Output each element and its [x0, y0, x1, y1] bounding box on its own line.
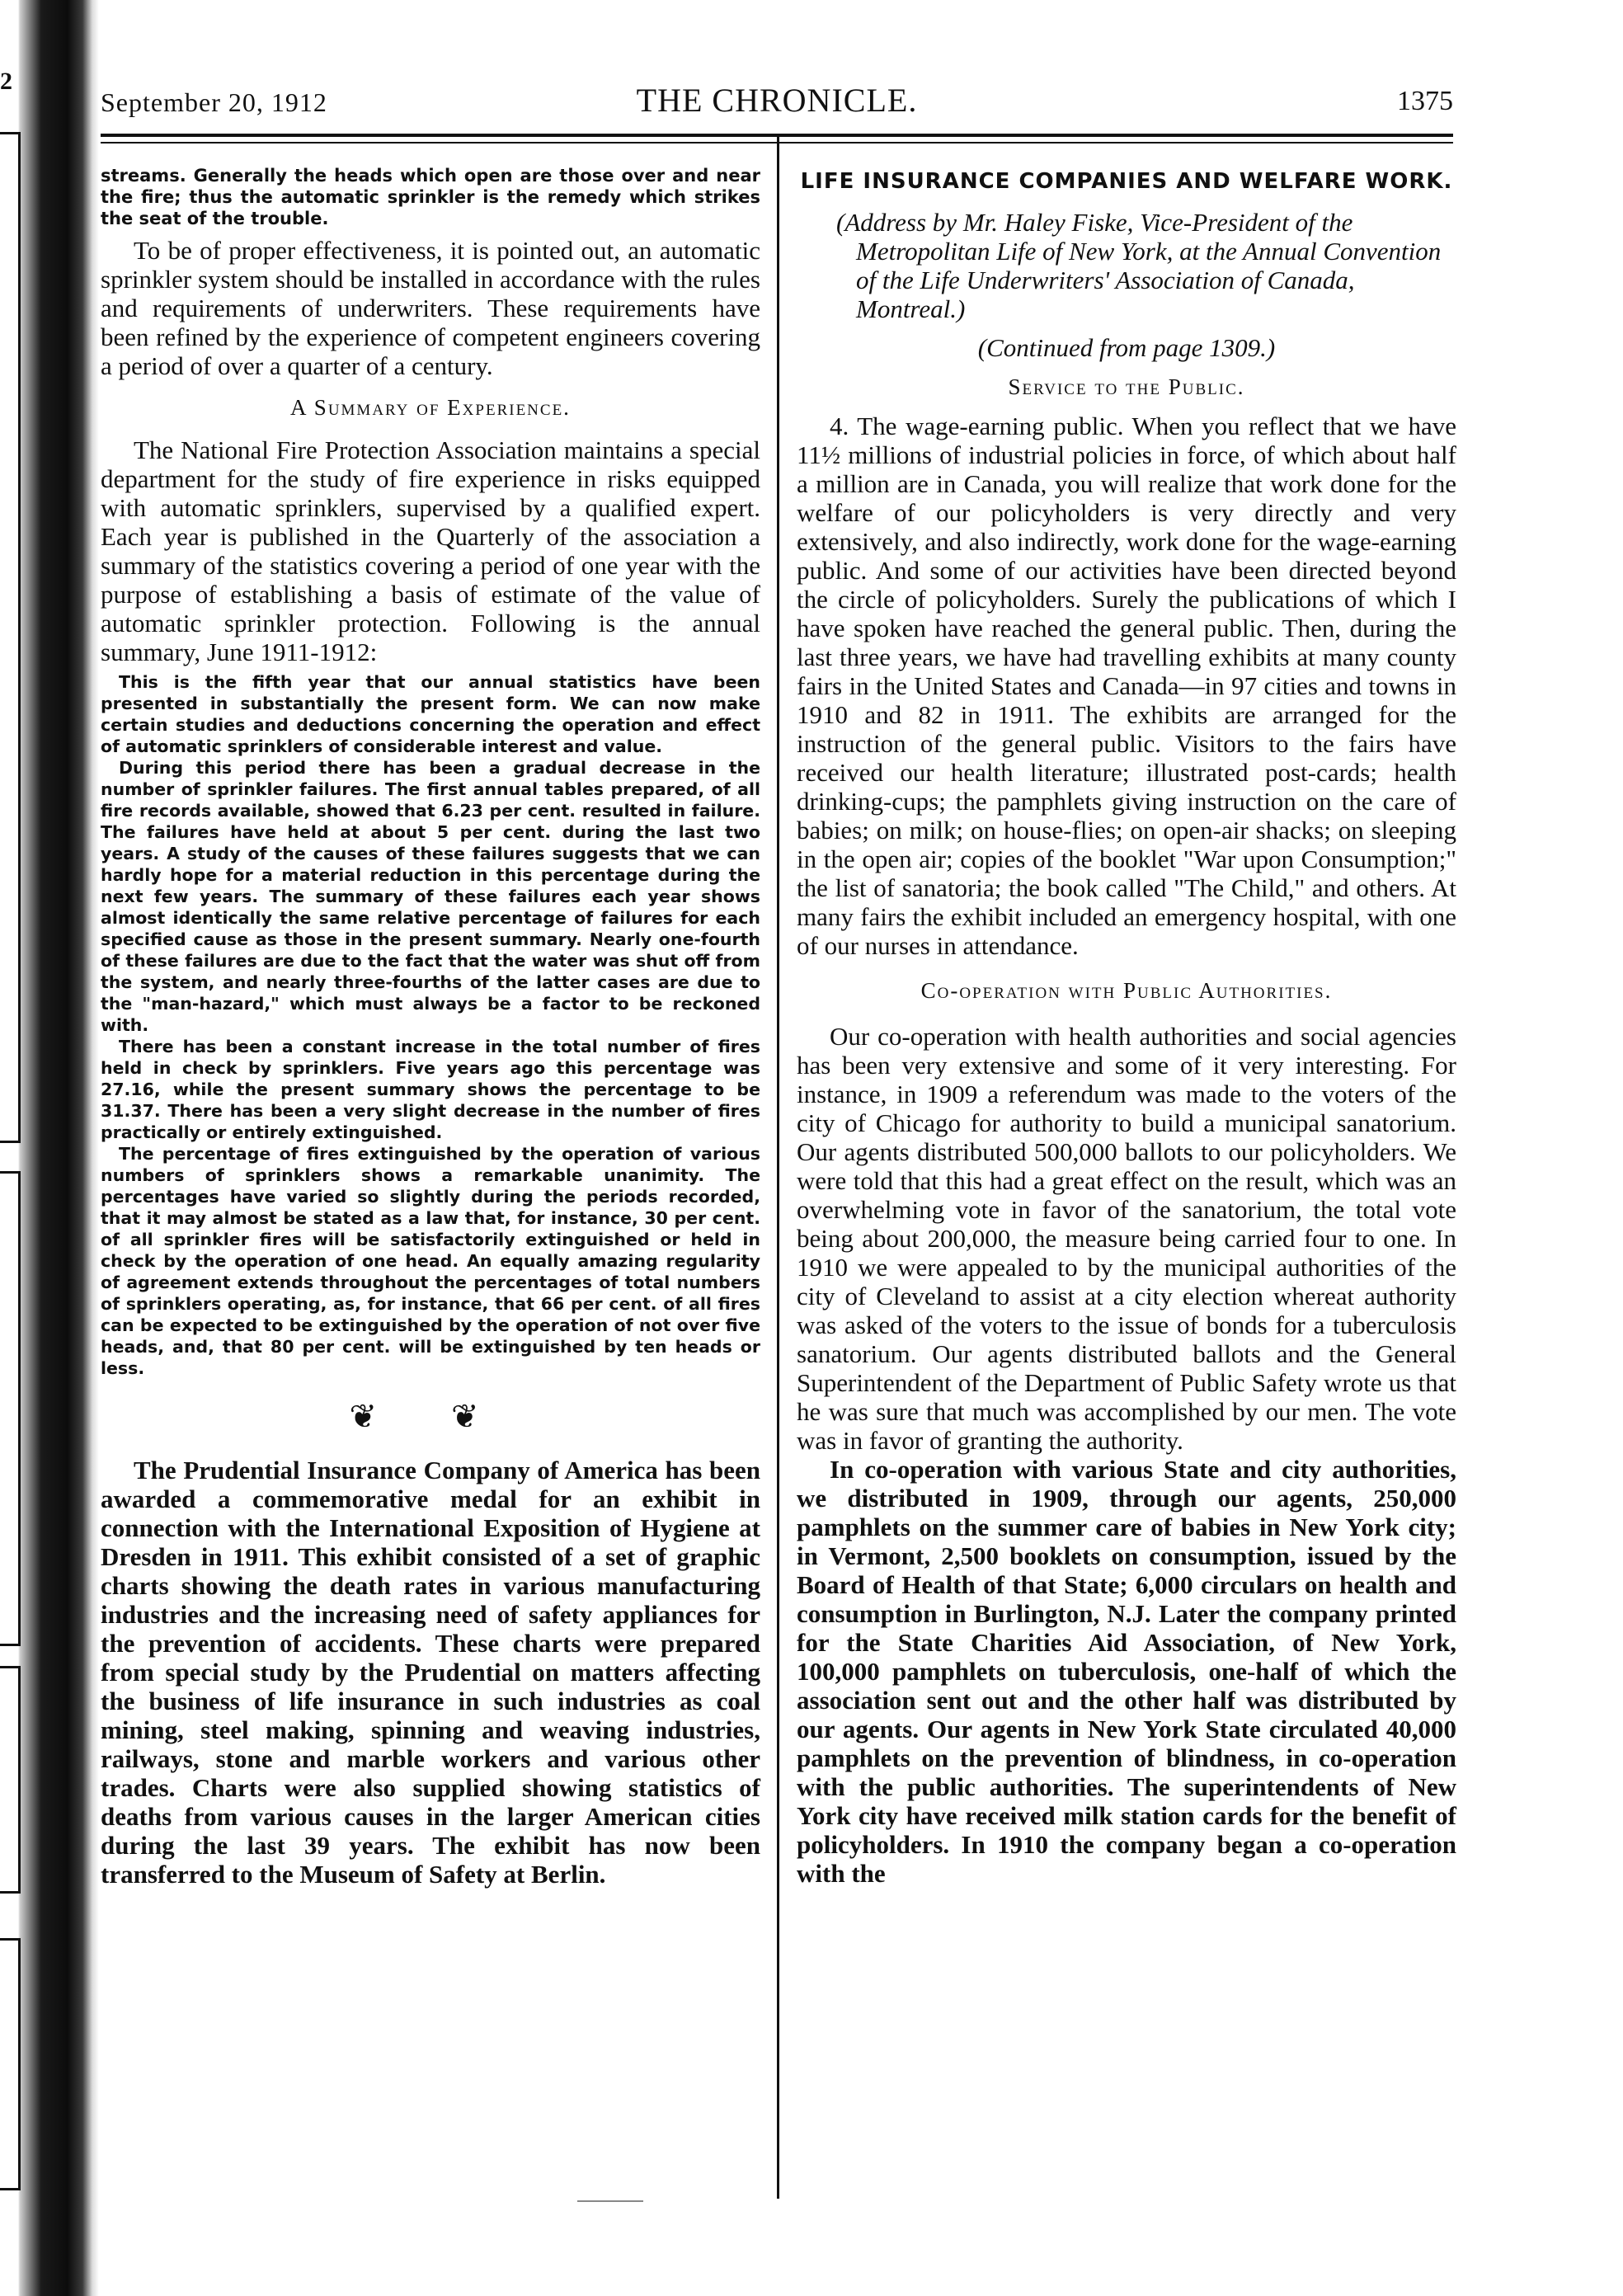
left-column	[101, 165, 760, 1889]
margin-frame	[0, 132, 21, 1143]
margin-frame	[0, 1938, 21, 2190]
section-heading: A Summary of Experience.	[290, 395, 571, 420]
paragraph: streams. Generally the heads which open are those over and near the fire; thus the automatic sprinkler is the remedy which strikes the seat of the trouble.	[101, 166, 760, 228]
running-header	[101, 81, 1453, 130]
paragraph: To be of proper effectiveness, it is pointed out, an automatic sprinkler system should be installed in accordance with the rules and requirements of underwriters. These requirements have been refined by the experience of competent engineers covering a period of over a quarter of a century.	[101, 236, 760, 380]
quoted-paragraph: During this period there has been a gradual decrease in the number of sprinkler failures. The first annual tables prepared, of all fire records available, showed that 6.23 per cent. resulted in failure. The failures have held at about 5 per cent. during the last two years. A study of the causes of these failures suggests that we can hardly hope for a material reduction in this percentage during the next few years. The summary of these failures each year shows almost identically the same relative percentage of failures for each specified cause as those in the present summary. Nearly one-fourth of these failures are due to the fact that the water was shut off from the system, and nearly three-fourths of the latter cases are due to the "man-hazard," which must always be a factor to be reckoned with.	[101, 758, 760, 1035]
margin-frame	[0, 1666, 21, 1894]
right-column	[797, 165, 1456, 1888]
continuation-note: (Continued from page 1309.)	[977, 333, 1276, 362]
paragraph: In co-operation with various State and city authorities, we distributed in 1909, through our agents, 250,000 pamphlets on the summer care of babies in New York city; in Vermont, 2,500 booklets on consumption, issued by the Board of Health of that State; 6,000 circulars on health and consumption in Burlington, N.J. Later the company printed for the State Charities Aid Association, of New York, 100,000 pamphlets on tuberculosis, one-half of which the association sent out and the other half was distributed by our agents. Our agents in New York State circulated 40,000 pamphlets on the prevention of blindness, in co-operation with the public authorities. The superintendents of New York city have received milk station cards for the benefit of policyholders. In 1910 the company began a co-operation with the	[797, 1455, 1456, 1888]
section-ornament: ❦ ❦	[349, 1398, 512, 1435]
article-byline: (Address by Mr. Haley Fiske, Vice-President of the Metropolitan Life of New York, at the Annual Convention of the Life Underwriters' Association of Canada, Montreal.)	[836, 208, 1442, 323]
column-divider	[777, 137, 779, 2199]
paragraph: The Prudential Insurance Company of America has been awarded a commemorative medal for an exhibit in connection with the International Exposition of Hygiene at Dresden in 1911. This exhibit consisted of a set of graphic charts showing the death rates in various manufacturing industries and the increasing need of safety appliances for the prevention of accidents. These charts were prepared from special study by the Prudential on matters affecting the business of life insurance in such industries as coal mining, steel making, spinning and weaving industries, railways, stone and marble workers and various other trades. Charts were also supplied showing statistics of deaths from various causes in the larger American cities during the last 39 years. The exhibit has now been transferred to the Museum of Safety at Berlin.	[101, 1456, 760, 1889]
quoted-paragraph: The percentage of fires extinguished by the operation of various numbers of sprinklers shows a remarkable unanimity. The percentages have varied so slightly during the periods recorded, that it may almost be stated as a law that, for instance, 30 per cent. of all sprinkler fires will be satisfactorily extinguished or held in check by the operation of one head. An equally amazing regularity of agreement extends throughout the percentages of total numbers of sprinklers operating, as, for instance, that 66 per cent. of all fires can be expected to be extinguished by the operation of not over five heads, and, that 80 per cent. will be extinguished by ten heads or less.	[101, 1144, 760, 1378]
bottom-rule	[577, 2200, 643, 2202]
paragraph: The National Fire Protection Association maintains a special department for the study of fire experience in risks equipped with automatic sprinklers, supervised by a qualified expert. Each year is published in the Quarterly of the association a summary of the statistics covering a period of one year with the purpose of establishing a basis of estimate of the value of automatic sprinkler protection. Following is the annual summary, June 1911-1912:	[101, 435, 760, 666]
adjacent-page-number: 2	[0, 68, 12, 95]
article-title: LIFE INSURANCE COMPANIES AND WELFARE WORK.	[800, 169, 1453, 194]
paragraph: 4. The wage-earning public. When you reflect that we have 11½ millions of industrial policies in force, of which about half a million are in Canada, you will realize that work done for the welfare of our policyholders is very directly and very extensively, and also indirectly, work done for the wage-earning public. And some of our activities have been directed beyond the circle of policyholders. Surely the publications of which I have spoken have reached the general public. Then, during the last three years, we have had travelling exhibits at many county fairs in the United States and Canada—in 97 cities and towns in 1910 and 82 in 1911. The exhibits are arranged for the instruction of the general public. Visitors to the fairs have received our health literature; illustrated post-cards; health drinking-cups; the pamphlets giving instruction on the care of babies; on milk; on house-flies; on open-air shacks; on sleeping in the open air; copies of the booklet "War upon Consumption;" the list of sanatoria; the book called "The Child," and others. At many fairs the exhibit included an emergency hospital, with one of our nurses in attendance.	[797, 412, 1456, 960]
publication-title: THE CHRONICLE.	[636, 82, 918, 119]
page-number: 1375	[1397, 86, 1453, 116]
section-heading: Co-operation with Public Authorities.	[920, 978, 1333, 1003]
margin-frame	[0, 1171, 21, 1646]
paragraph: Our co-operation with health authorities and social agencies has been very extensive and some of it very interesting. For instance, in 1909 a referendum was made to the voters of the city of Chicago for authority to build a municipal sanatorium. Our agents distributed 500,000 ballots to our policyholders. We were told that this had a great effect on the result, which was an overwhelming vote in favor of the sanatorium, the total vote being about 200,000, the measure being carried four to one. In 1910 we were appealed to by the municipal authorities of the city of Cleveland to assist at a city election whereat authority was asked of the voters to the issue of bonds for a tuberculosis sanatorium. Our agents distributed ballots and the General Superintendent of the Department of Public Safety wrote us that he was sure that much was accomplished by our men. The vote was in favor of granting the authority.	[797, 1022, 1456, 1455]
issue-date: September 20, 1912	[101, 87, 327, 117]
quoted-paragraph: This is the fifth year that our annual statistics have been presented in substantially the present form. We can now make certain studies and deductions concerning the operation and effect of automatic sprinklers of considerable interest and value.	[101, 672, 760, 756]
section-heading: Service to the Public.	[1008, 374, 1245, 399]
quoted-paragraph: There has been a constant increase in the total number of fires held in check by sprinklers. Five years ago this percentage was 27.16, while the present summary shows the percentage to be 31.37. There has been a very slight decrease in the number of fires practically or entirely extinguished.	[101, 1037, 760, 1142]
